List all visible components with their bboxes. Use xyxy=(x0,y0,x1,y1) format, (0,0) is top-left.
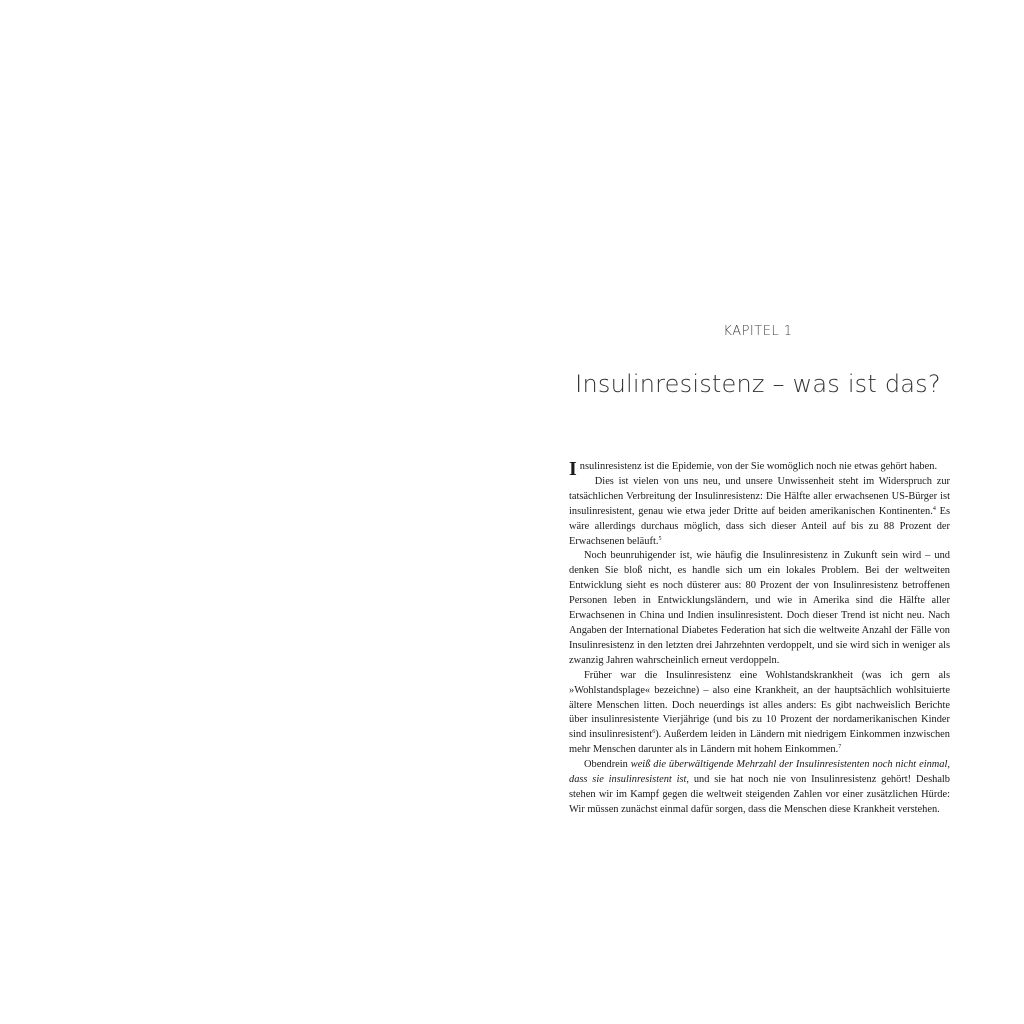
paragraph-5-text-b: und sie hat noch nie von Insulinresistenz gehört! Deshalb stehen wir im Kampf gegen die weltweit steigenden Zahlen vor einer zusätzlichen Hürde: Wir müssen zunächst einmal dafür sorgen, dass die Menschen diese Krankheit verstehen. xyxy=(569,774,951,815)
chapter-body xyxy=(569,460,950,818)
paragraph-4-text-b: ). Außerdem leiden in Ländern mit niedrigem Einkommen inzwischen mehr Menschen darunter als in Ländern mit hohem Einkommen. xyxy=(569,729,950,756)
footnote-ref-4: 4 xyxy=(932,505,936,512)
paragraph-5-emphasis: weiß die überwältigende Mehrzahl der Insulinresistenten noch nicht einmal, dass sie insulinresistent ist, xyxy=(569,759,950,786)
paragraph-2-text-b: Es wäre allerdings durchaus möglich, dass sich dieser Anteil auf bis zu 88 Prozent der Erwachsenen beläuft. xyxy=(569,505,950,547)
paragraph-3: Noch beunruhigender ist, wie häufig die Insulinresistenz in Zukunft sein wird – und denken Sie bloß nicht, es handle sich um ein lokales Problem. Bei der weltweiten Entwicklung sieht es noch düsterer aus: 80 Prozent der von Insulinresistenz betroffenen Personen leben in Entwicklungsländern, und wie in Amerika sind die Hälfte aller Erwachsenen in China und Indien insulinresistent. Doch dieser Trend ist nicht neu. Nach Angaben der International Diabetes Federation hat sich die weltweite Anzahl der Fälle von Insulinresistenz in den letzten drei Jahrzehnten verdoppelt, und sie wird sich in weniger als zwanzig Jahren wahrscheinlich erneut verdoppeln. xyxy=(569,550,950,666)
paragraph-5-text-a: Obendrein xyxy=(584,759,631,771)
paragraph-4-text-a: Früher war die Insulinresistenz eine Wohlstandskrankheit (was ich gern als »Wohlstandsplage« bezeichne) – also eine Krankheit, an der hauptsächlich wohlsituierte ältere Menschen litten. Doch neuerdings ist alles anders: Es gibt nachweislich Berichte über insulinresistente Vierjährige (und bis zu 10 Prozent der nordamerikanischen Kinder sind insulinresistent xyxy=(569,669,950,741)
paragraph-2 xyxy=(569,475,950,550)
paragraph-2-text-a: Dies ist vielen von uns neu, und unsere Unwissenheit steht im Widerspruch zur tatsächlichen Verbreitung der Insulinresistenz: Die Hälfte aller erwachsenen US-Bürger ist insulinresistent, genau wie etwa jeder Dritte auf beiden amerikanischen Kontinenten. xyxy=(569,475,950,517)
footnote-ref-5: 5 xyxy=(658,535,662,542)
chapter-label: KAPITEL 1 xyxy=(723,324,793,339)
footnote-ref-6: 6 xyxy=(652,729,656,736)
paragraph-4 xyxy=(569,669,950,758)
drop-initial: I xyxy=(569,458,577,480)
paragraph-1-text: nsulinresistenz ist die Epidemie, von der Sie womöglich noch nie etwas gehört haben. xyxy=(579,461,938,472)
paragraph-5 xyxy=(569,758,950,818)
chapter-title: Insulinresistenz – was ist das? xyxy=(575,370,941,398)
paragraph-1 xyxy=(569,458,950,480)
footnote-ref-7: 7 xyxy=(838,744,842,751)
